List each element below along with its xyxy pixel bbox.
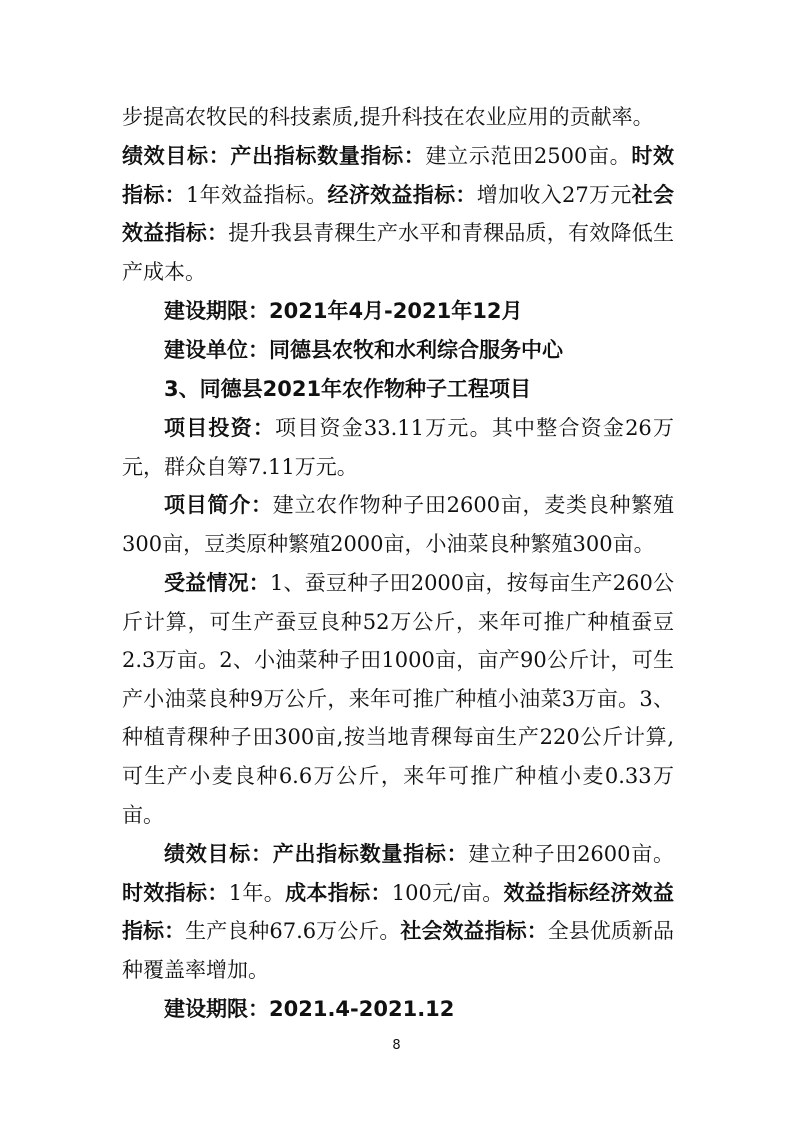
heading-text: 3、同德县2021年农作物种子工程项目 <box>164 377 532 401</box>
paragraph-construction-unit <box>122 331 674 370</box>
value-output-quantity: 建立种子田2600亩。 <box>468 842 675 866</box>
paragraph-construction-period-2 <box>122 990 674 1029</box>
value-cost: 100元/亩。 <box>391 880 504 905</box>
paragraph-performance-goals-2 <box>122 835 674 989</box>
value-social-benefit: 全县优质新品种覆盖率增加。 <box>122 919 675 982</box>
label-economic-benefit: 效益指标经济效益指标： <box>122 880 675 944</box>
paragraph-project-intro <box>122 486 674 563</box>
value-project-investment: 项目资金33.11万元。其中整合资金26万元，群众自筹7.11万元。 <box>122 416 675 479</box>
value-economic-benefit: 增加收入27万元 <box>476 182 632 207</box>
value-project-intro: 建立农作物种子田2600亩，麦类良种繁殖300亩，豆类原种繁殖2000亩，小油菜良种繁殖300亩。 <box>122 493 674 556</box>
label-timeliness: 时效指标： <box>122 144 675 207</box>
paragraph-text: 步提高农牧民的科技素质,提升科技在农业应用的贡献率。 <box>122 105 654 129</box>
paragraph-construction-period-1 <box>122 292 674 331</box>
label-project-investment: 项目投资： <box>164 416 276 440</box>
value-construction-unit: 同德县农牧和水利综合服务中心 <box>269 338 563 362</box>
value-timeliness: 1年。 <box>228 880 286 905</box>
label-performance-goals: 绩效目标： <box>122 144 231 168</box>
value-social-benefit: 提升我县青稞生产水平和青稞品质，有效降低生产成本。 <box>122 221 675 284</box>
paragraph-project-investment <box>122 409 674 486</box>
label-construction-period: 建设期限： <box>164 299 269 323</box>
label-construction-period: 建设期限： <box>164 997 269 1021</box>
page-number: 8 <box>392 1038 401 1053</box>
value-construction-period: 2021.4-2021.12 <box>269 997 455 1021</box>
label-cost: 成本指标： <box>285 880 392 905</box>
label-output-quantity: 产出指标数量指标： <box>230 144 426 168</box>
value-construction-period: 2021年4月-2021年12月 <box>269 299 523 323</box>
label-performance-goals: 绩效目标： <box>164 842 273 866</box>
label-benefits: 受益情况： <box>164 571 270 595</box>
section-heading <box>122 370 674 409</box>
value-economic-benefit: 生产良种67.6万公斤。 <box>185 919 401 944</box>
value-output-quantity: 建立示范田2500亩。 <box>425 144 632 168</box>
label-social-benefit: 社会效益指标： <box>400 919 548 944</box>
label-social-benefit: 社会效益指标： <box>122 182 675 246</box>
label-timeliness: 时效指标： <box>122 880 229 905</box>
paragraph-benefits <box>122 564 674 834</box>
paragraph-tech-quality <box>122 98 674 137</box>
label-project-intro: 项目简介： <box>164 493 273 517</box>
value-timeliness: 1年效益指标。 <box>185 182 328 207</box>
paragraph-performance-goals-1 <box>122 137 674 291</box>
label-construction-unit: 建设单位： <box>164 338 269 362</box>
label-output-quantity: 产出指标数量指标： <box>272 842 469 866</box>
label-economic-benefit: 经济效益指标： <box>327 182 477 207</box>
value-benefits: 1、蚕豆种子田2000亩，按每亩生产260公斤计算，可生产蚕豆良种52万公斤，来年可推广种植蚕豆2.3万亩。2、小油菜种子田1000亩，亩产90公斤计，可生产小油菜良种9万公斤，来年可推广种植小油菜3万亩。3、种植青稞种子田300亩,按当地青稞每亩生产220公斤计算,可生产小麦良种6.6万公斤，来年可推广种植小麦0.33万亩。 <box>122 571 675 827</box>
